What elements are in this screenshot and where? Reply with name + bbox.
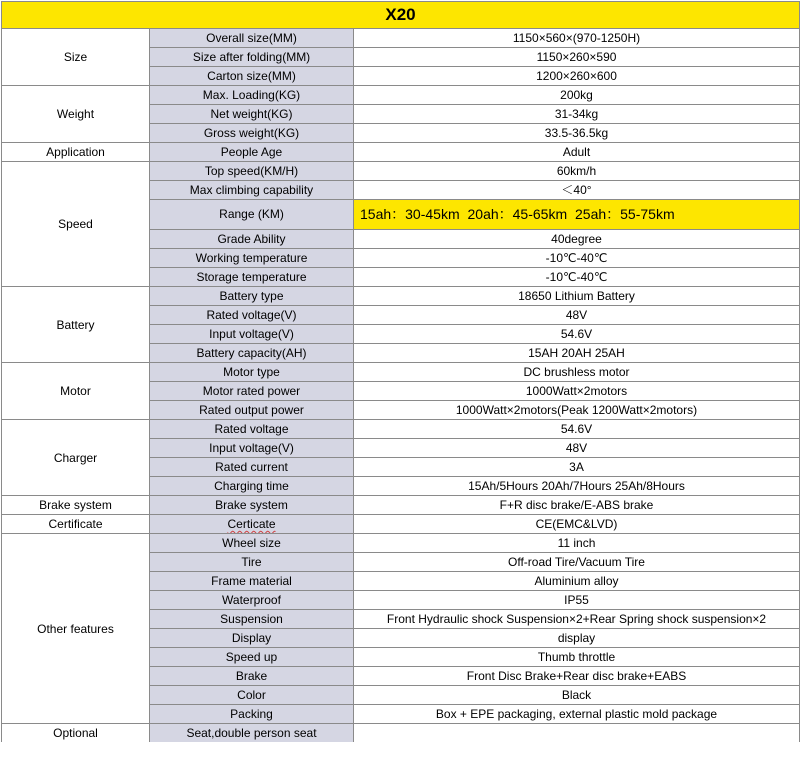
param-value: 48V <box>354 439 800 458</box>
param-value: Off-road Tire/Vacuum Tire <box>354 553 800 572</box>
param-label <box>150 515 354 534</box>
param-label: Gross weight(KG) <box>150 124 354 143</box>
param-label: Rated voltage <box>150 420 354 439</box>
param-value: IP55 <box>354 591 800 610</box>
category-battery: Battery <box>2 287 150 363</box>
param-label: Net weight(KG) <box>150 105 354 124</box>
table-title: X20 <box>2 2 800 29</box>
param-label: Storage temperature <box>150 268 354 287</box>
category-optional: Optional <box>2 724 150 743</box>
param-value: F+R disc brake/E-ABS brake <box>354 496 800 515</box>
param-label: Brake <box>150 667 354 686</box>
param-value: Thumb throttle <box>354 648 800 667</box>
title-row <box>2 2 800 29</box>
param-label: Rated voltage(V) <box>150 306 354 325</box>
param-value: Front Disc Brake+Rear disc brake+EABS <box>354 667 800 686</box>
param-value: 18650 Lithium Battery <box>354 287 800 306</box>
param-label: People Age <box>150 143 354 162</box>
param-label: Battery type <box>150 287 354 306</box>
param-label: Max climbing capability <box>150 181 354 200</box>
category-charger: Charger <box>2 420 150 496</box>
param-value: 1150×260×590 <box>354 48 800 67</box>
table-row <box>2 534 800 553</box>
table-row <box>2 287 800 306</box>
param-label: Rated output power <box>150 401 354 420</box>
param-label: Tire <box>150 553 354 572</box>
table-row <box>2 143 800 162</box>
table-row <box>2 724 800 743</box>
param-label: Seat,double person seat <box>150 724 354 743</box>
param-label: Working temperature <box>150 249 354 268</box>
param-value: Aluminium alloy <box>354 572 800 591</box>
param-value-highlighted: 15ah：30-45km 20ah：45-65km 25ah：55-75km <box>354 200 800 230</box>
category-motor: Motor <box>2 363 150 420</box>
param-label: Motor type <box>150 363 354 382</box>
param-value: 48V <box>354 306 800 325</box>
param-label: Carton size(MM) <box>150 67 354 86</box>
param-value: 200kg <box>354 86 800 105</box>
table-row <box>2 420 800 439</box>
param-label: Suspension <box>150 610 354 629</box>
param-value: 1200×260×600 <box>354 67 800 86</box>
spec-table <box>1 1 800 742</box>
param-value: DC brushless motor <box>354 363 800 382</box>
param-label: Brake system <box>150 496 354 515</box>
param-label: Range (KM) <box>150 200 354 230</box>
param-value: Adult <box>354 143 800 162</box>
param-value: 33.5-36.5kg <box>354 124 800 143</box>
param-label: Packing <box>150 705 354 724</box>
table-row <box>2 29 800 48</box>
category-other-features: Other features <box>2 534 150 724</box>
param-value: 40degree <box>354 230 800 249</box>
category-application: Application <box>2 143 150 162</box>
param-label: Speed up <box>150 648 354 667</box>
param-value: 11 inch <box>354 534 800 553</box>
param-value: 54.6V <box>354 325 800 344</box>
param-value: Front Hydraulic shock Suspension×2+Rear Spring shock suspension×2 <box>354 610 800 629</box>
param-label: Top speed(KM/H) <box>150 162 354 181</box>
table-row <box>2 496 800 515</box>
param-value: 60km/h <box>354 162 800 181</box>
param-value: 31-34kg <box>354 105 800 124</box>
param-label: Input voltage(V) <box>150 439 354 458</box>
param-label: Wheel size <box>150 534 354 553</box>
param-label: Size after folding(MM) <box>150 48 354 67</box>
category-weight: Weight <box>2 86 150 143</box>
category-certificate: Certificate <box>2 515 150 534</box>
param-value: Black <box>354 686 800 705</box>
param-label: Overall size(MM) <box>150 29 354 48</box>
param-value: 15Ah/5Hours 20Ah/7Hours 25Ah/8Hours <box>354 477 800 496</box>
param-value <box>354 724 800 743</box>
table-row <box>2 162 800 181</box>
param-label: Input voltage(V) <box>150 325 354 344</box>
category-size: Size <box>2 29 150 86</box>
table-row <box>2 86 800 105</box>
param-label: Motor rated power <box>150 382 354 401</box>
param-value: 1000Watt×2motors(Peak 1200Watt×2motors) <box>354 401 800 420</box>
category-speed: Speed <box>2 162 150 287</box>
param-value: 3A <box>354 458 800 477</box>
param-label-text: Certicate <box>227 517 276 531</box>
param-value: CE(EMC&LVD) <box>354 515 800 534</box>
param-label: Frame material <box>150 572 354 591</box>
param-value: 15AH 20AH 25AH <box>354 344 800 363</box>
param-label: Color <box>150 686 354 705</box>
param-value: ＜40° <box>354 181 800 200</box>
param-value: 1150×560×(970-1250H) <box>354 29 800 48</box>
param-value: Box + EPE packaging, external plastic mold package <box>354 705 800 724</box>
param-label: Waterproof <box>150 591 354 610</box>
param-value: 54.6V <box>354 420 800 439</box>
table-row <box>2 363 800 382</box>
param-label: Charging time <box>150 477 354 496</box>
param-label: Display <box>150 629 354 648</box>
category-brake-system: Brake system <box>2 496 150 515</box>
param-label: Grade Ability <box>150 230 354 249</box>
param-label: Battery capacity(AH) <box>150 344 354 363</box>
param-value: display <box>354 629 800 648</box>
param-value: 1000Watt×2motors <box>354 382 800 401</box>
param-value: -10℃-40℃ <box>354 268 800 287</box>
table-row <box>2 515 800 534</box>
param-label: Rated current <box>150 458 354 477</box>
param-label: Max. Loading(KG) <box>150 86 354 105</box>
param-value: -10℃-40℃ <box>354 249 800 268</box>
